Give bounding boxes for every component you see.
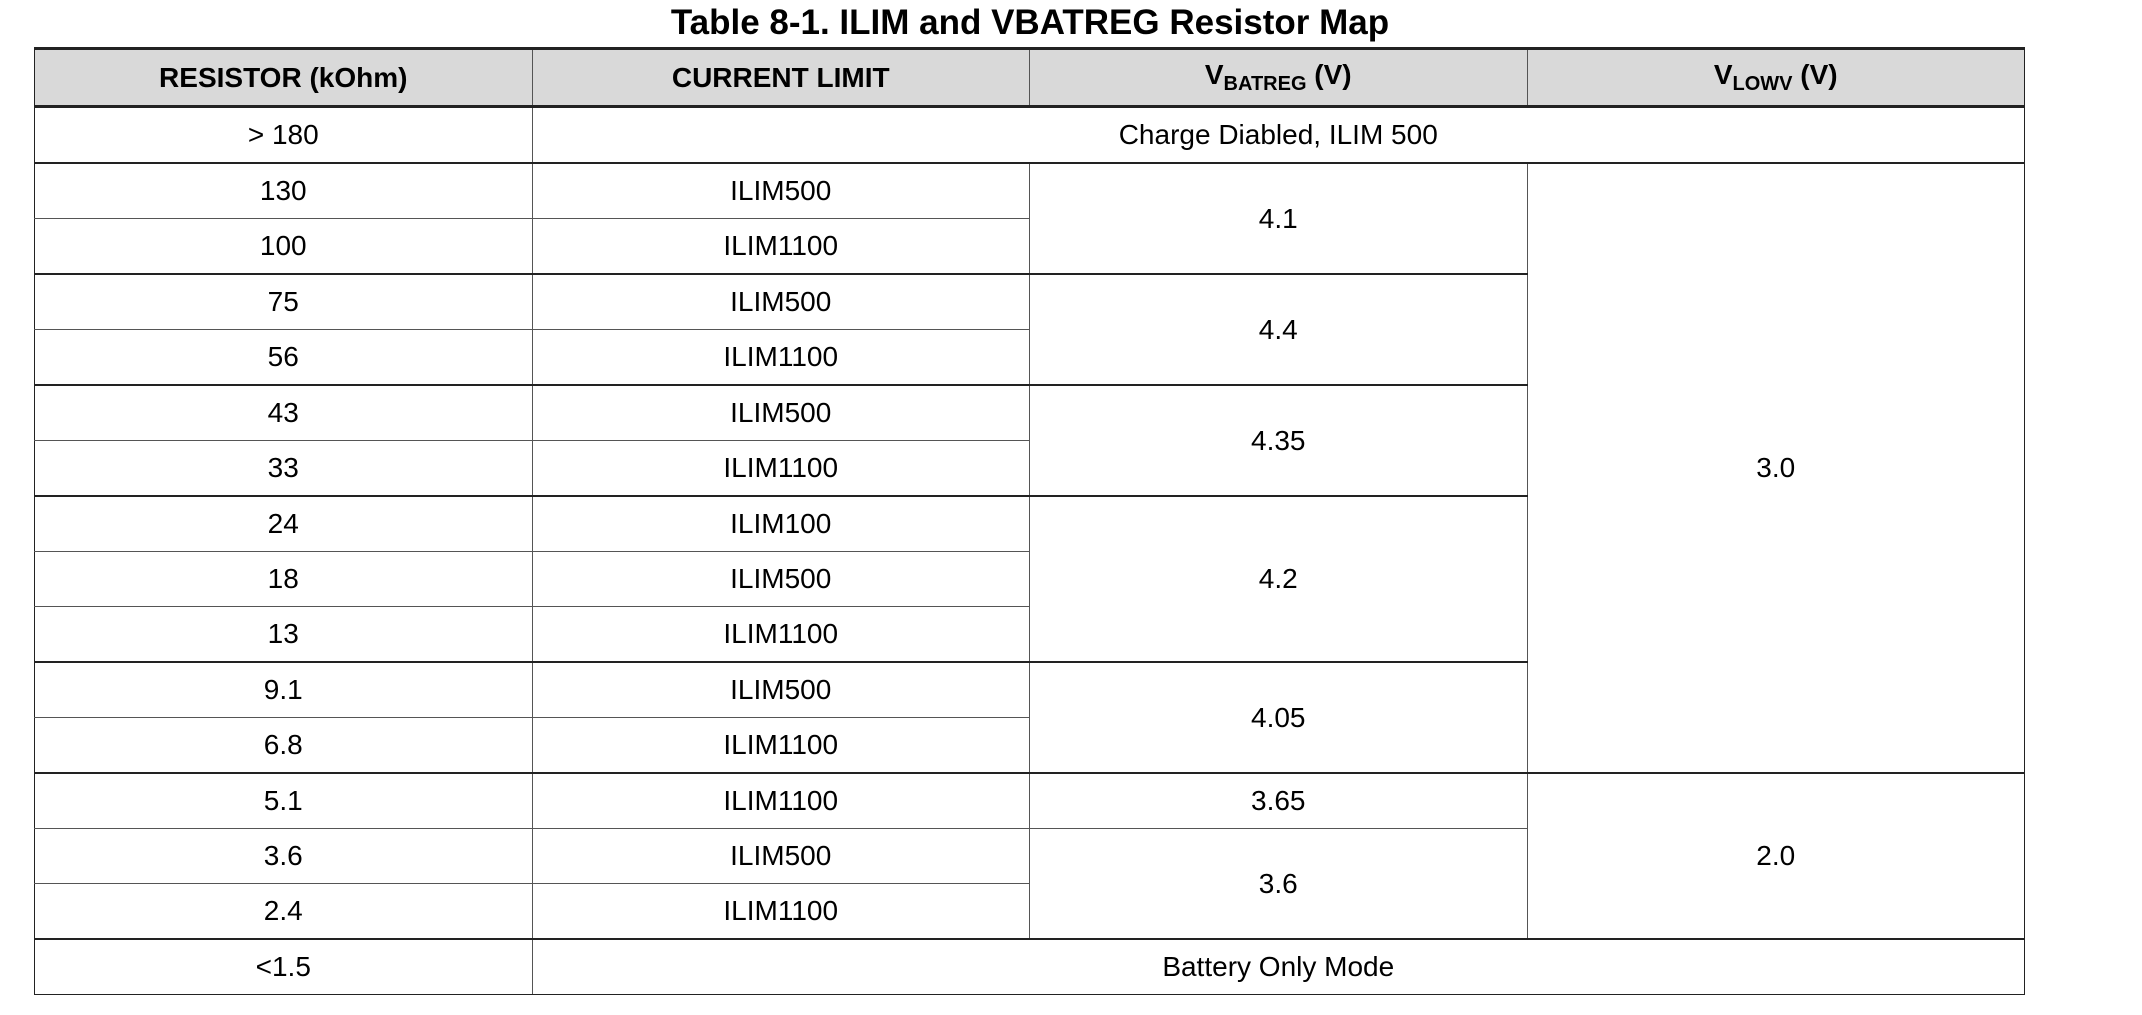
current-cell: ILIM1100 (532, 219, 1030, 275)
resistor-cell: 3.6 (35, 829, 533, 884)
current-cell: ILIM1100 (532, 441, 1030, 497)
vbatreg-cell: 3.6 (1030, 829, 1528, 940)
table-row (35, 163, 2025, 219)
vbatreg-sub: BATREG (1223, 73, 1307, 95)
header-vlowv (1527, 49, 2025, 107)
current-cell: ILIM500 (532, 163, 1030, 219)
resistor-cell: 24 (35, 496, 533, 552)
vlowv-cell: 3.0 (1527, 163, 2025, 773)
table-row (35, 107, 2025, 164)
current-cell: ILIM100 (532, 496, 1030, 552)
vbatreg-cell: 3.65 (1030, 773, 1528, 829)
resistor-cell: 2.4 (35, 884, 533, 940)
vbatreg-unit: (V) (1306, 59, 1352, 90)
resistor-cell: 130 (35, 163, 533, 219)
resistor-cell: <1.5 (35, 939, 533, 995)
current-cell: ILIM500 (532, 385, 1030, 441)
table-row (35, 939, 2025, 995)
header-current-limit: CURRENT LIMIT (532, 49, 1030, 107)
header-vbatreg (1030, 49, 1528, 107)
current-cell: ILIM1100 (532, 718, 1030, 774)
resistor-cell: 5.1 (35, 773, 533, 829)
header-resistor: RESISTOR (kOhm) (35, 49, 533, 107)
vbatreg-cell: 4.05 (1030, 662, 1528, 773)
resistor-cell: 18 (35, 552, 533, 607)
table-row (35, 773, 2025, 829)
current-cell: ILIM1100 (532, 330, 1030, 386)
resistor-cell: 9.1 (35, 662, 533, 718)
resistor-cell: 100 (35, 219, 533, 275)
resistor-map-table (34, 47, 2025, 995)
vlowv-unit: (V) (1792, 59, 1838, 90)
vbatreg-v: V (1204, 59, 1224, 90)
header-row (35, 49, 2025, 107)
vbatreg-cell: 4.4 (1030, 274, 1528, 385)
vlowv-v: V (1713, 59, 1733, 90)
vbatreg-cell: 4.2 (1030, 496, 1528, 662)
current-cell: ILIM1100 (532, 773, 1030, 829)
resistor-cell: 75 (35, 274, 533, 330)
resistor-cell: 33 (35, 441, 533, 497)
resistor-cell: 43 (35, 385, 533, 441)
vbatreg-cell: 4.1 (1030, 163, 1528, 274)
resistor-cell: > 180 (35, 107, 533, 164)
note-cell: Charge Diabled, ILIM 500 (532, 107, 2025, 164)
current-cell: ILIM1100 (532, 607, 1030, 663)
vlowv-sub: LOWV (1732, 73, 1793, 95)
vbatreg-cell: 4.35 (1030, 385, 1528, 496)
current-cell: ILIM500 (532, 829, 1030, 884)
vlowv-cell: 2.0 (1527, 773, 2025, 939)
current-cell: ILIM1100 (532, 884, 1030, 940)
current-cell: ILIM500 (532, 552, 1030, 607)
current-cell: ILIM500 (532, 662, 1030, 718)
table-title: Table 8-1. ILIM and VBATREG Resistor Map (670, 3, 1390, 42)
resistor-cell: 6.8 (35, 718, 533, 774)
note-cell: Battery Only Mode (532, 939, 2025, 995)
resistor-cell: 56 (35, 330, 533, 386)
resistor-cell: 13 (35, 607, 533, 663)
current-cell: ILIM500 (532, 274, 1030, 330)
